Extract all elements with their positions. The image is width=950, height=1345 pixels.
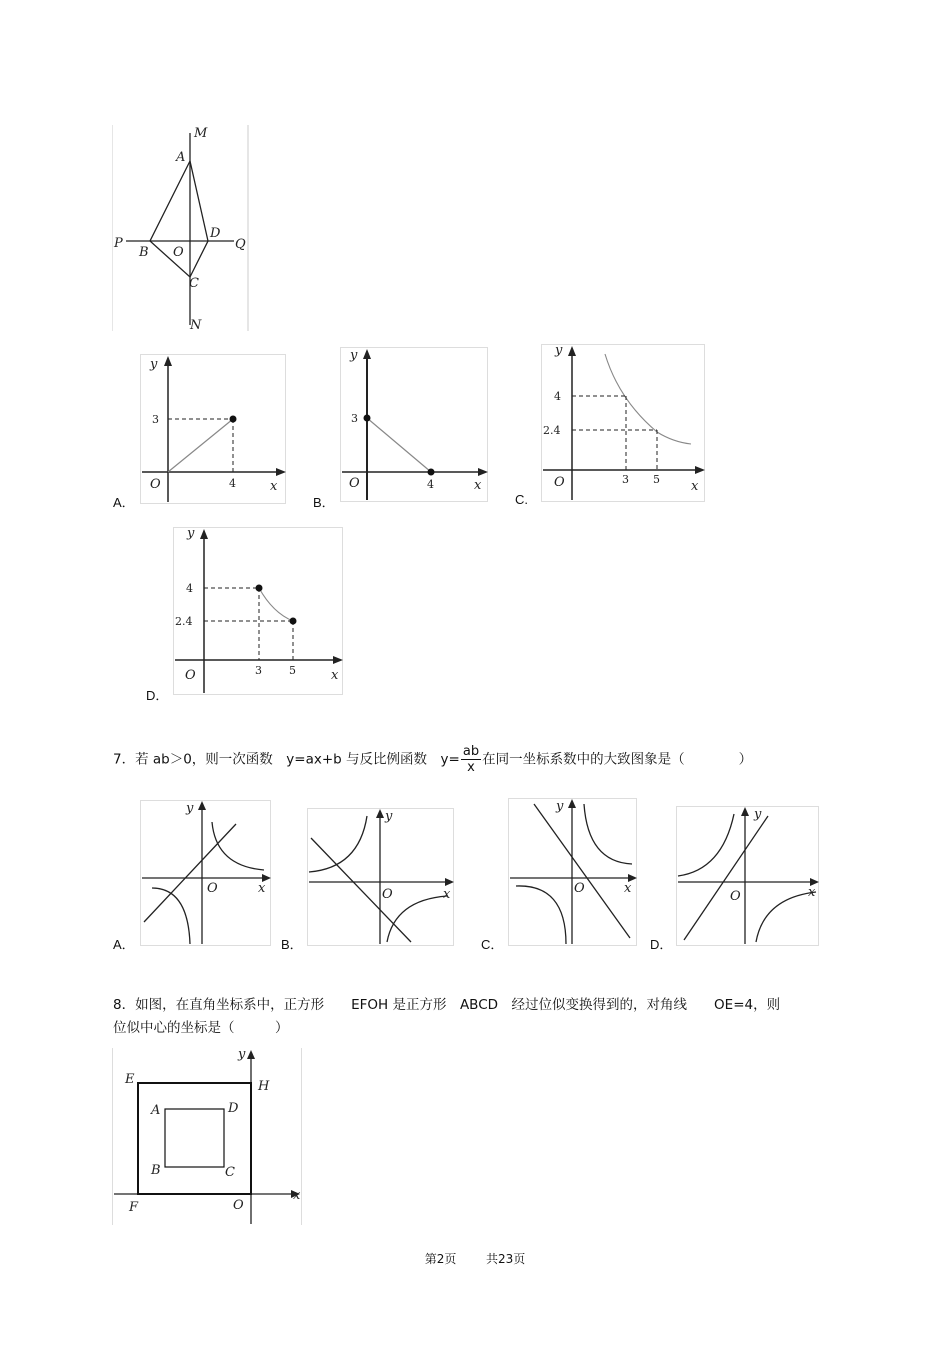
q6-option-a-label[interactable]: A． xyxy=(113,495,135,510)
axis-y-label: y xyxy=(754,807,762,822)
q7-suffix: 在同一坐标系数中的大致图象是（ ） xyxy=(482,751,753,768)
origin-label: O xyxy=(554,475,565,490)
label-m: M xyxy=(194,126,208,141)
q8-squares-figure xyxy=(112,1048,302,1225)
q7-option-c-label[interactable]: C． xyxy=(481,937,504,952)
label-d: D xyxy=(210,226,221,241)
kite-figure xyxy=(112,125,249,331)
origin-label: O xyxy=(730,889,741,904)
origin-label: O xyxy=(382,887,393,902)
q6-graph-c[interactable] xyxy=(541,344,705,502)
q7-prefix: 7．若 ab＞0，则一次函数 y=ax+b 与反比例函数 y= xyxy=(113,751,460,768)
axis-x-label: x xyxy=(691,479,699,494)
origin-label: O xyxy=(574,881,585,896)
axis-x-label: x xyxy=(443,887,451,902)
q7-option-d-label[interactable]: D． xyxy=(650,937,673,952)
q8-question-line1: 8．如图，在直角坐标系中，正方形 EFOH 是正方形 ABCD 经过位似变换得到的，对角线 OE=4，则 xyxy=(113,997,781,1013)
tick-y-2-4: 2.4 xyxy=(175,615,193,628)
q7-graph-a[interactable] xyxy=(140,800,271,946)
label-c: C xyxy=(225,1165,235,1180)
tick-4: 4 xyxy=(427,478,434,491)
axis-y-label: y xyxy=(150,357,158,372)
tick-y-4: 4 xyxy=(186,582,193,595)
page-number: 第2页 xyxy=(424,1252,457,1266)
label-o: O xyxy=(173,245,184,260)
tick-3: 3 xyxy=(351,412,358,425)
label-h: H xyxy=(258,1079,270,1094)
label-f: F xyxy=(129,1200,139,1215)
q6-option-c-label[interactable]: C. xyxy=(515,492,528,507)
axis-y-label: y xyxy=(186,801,194,816)
q7-question xyxy=(113,744,752,775)
axis-y-label: y xyxy=(556,799,564,814)
label-a: A xyxy=(176,150,186,165)
q7-fraction xyxy=(461,744,481,775)
q7-frac-num: ab xyxy=(462,744,480,759)
origin-label: O xyxy=(150,477,161,492)
tick-x-5: 5 xyxy=(289,664,296,677)
q6-option-d-label[interactable]: D． xyxy=(146,688,169,703)
q6-graph-a[interactable] xyxy=(140,354,286,504)
tick-x-3: 3 xyxy=(622,473,629,486)
q8-question-line2: 位似中心的坐标是（ ） xyxy=(113,1020,289,1036)
origin-label: O xyxy=(185,668,196,683)
q7-graph-c[interactable] xyxy=(508,798,637,946)
page-footer xyxy=(0,1250,950,1267)
origin-label: O xyxy=(207,881,218,896)
axis-x-label: x xyxy=(474,478,482,493)
tick-3: 3 xyxy=(152,413,159,426)
label-b: B xyxy=(151,1163,161,1178)
label-a: A xyxy=(151,1103,161,1118)
tick-y-2-4: 2.4 xyxy=(543,424,561,437)
label-q: Q xyxy=(235,237,246,252)
label-p: P xyxy=(114,236,123,251)
axis-x-label: x xyxy=(624,881,632,896)
label-e: E xyxy=(125,1072,135,1087)
tick-y-4: 4 xyxy=(554,390,561,403)
tick-x-5: 5 xyxy=(653,473,660,486)
q7-option-b-label[interactable]: B． xyxy=(281,937,303,952)
axis-x-label: x xyxy=(293,1188,301,1203)
q7-graph-d[interactable] xyxy=(676,806,819,946)
q7-graph-b[interactable] xyxy=(307,808,454,946)
label-c: C xyxy=(189,276,199,291)
page-total: 共23页 xyxy=(486,1252,526,1266)
label-b: B xyxy=(139,245,149,260)
tick-4: 4 xyxy=(229,477,236,490)
q6-graph-b[interactable] xyxy=(340,347,488,502)
axis-y-label: y xyxy=(385,809,393,824)
label-o: O xyxy=(233,1198,244,1213)
axis-x-label: x xyxy=(270,479,278,494)
axis-y-label: y xyxy=(555,344,563,358)
q7-frac-den: x xyxy=(467,760,475,775)
axis-x-label: x xyxy=(331,668,339,683)
q6-graph-d[interactable] xyxy=(173,527,343,695)
axis-x-label: x xyxy=(808,885,816,900)
q6-option-b-label[interactable]: B． xyxy=(313,495,335,510)
axis-x-label: x xyxy=(258,881,266,896)
origin-label: O xyxy=(349,476,360,491)
label-n: N xyxy=(190,318,202,331)
tick-x-3: 3 xyxy=(255,664,262,677)
axis-y-label: y xyxy=(350,348,358,363)
label-d: D xyxy=(228,1101,239,1116)
q7-option-a-label[interactable]: A． xyxy=(113,937,135,952)
axis-y-label: y xyxy=(238,1048,246,1062)
axis-y-label: y xyxy=(187,527,195,541)
